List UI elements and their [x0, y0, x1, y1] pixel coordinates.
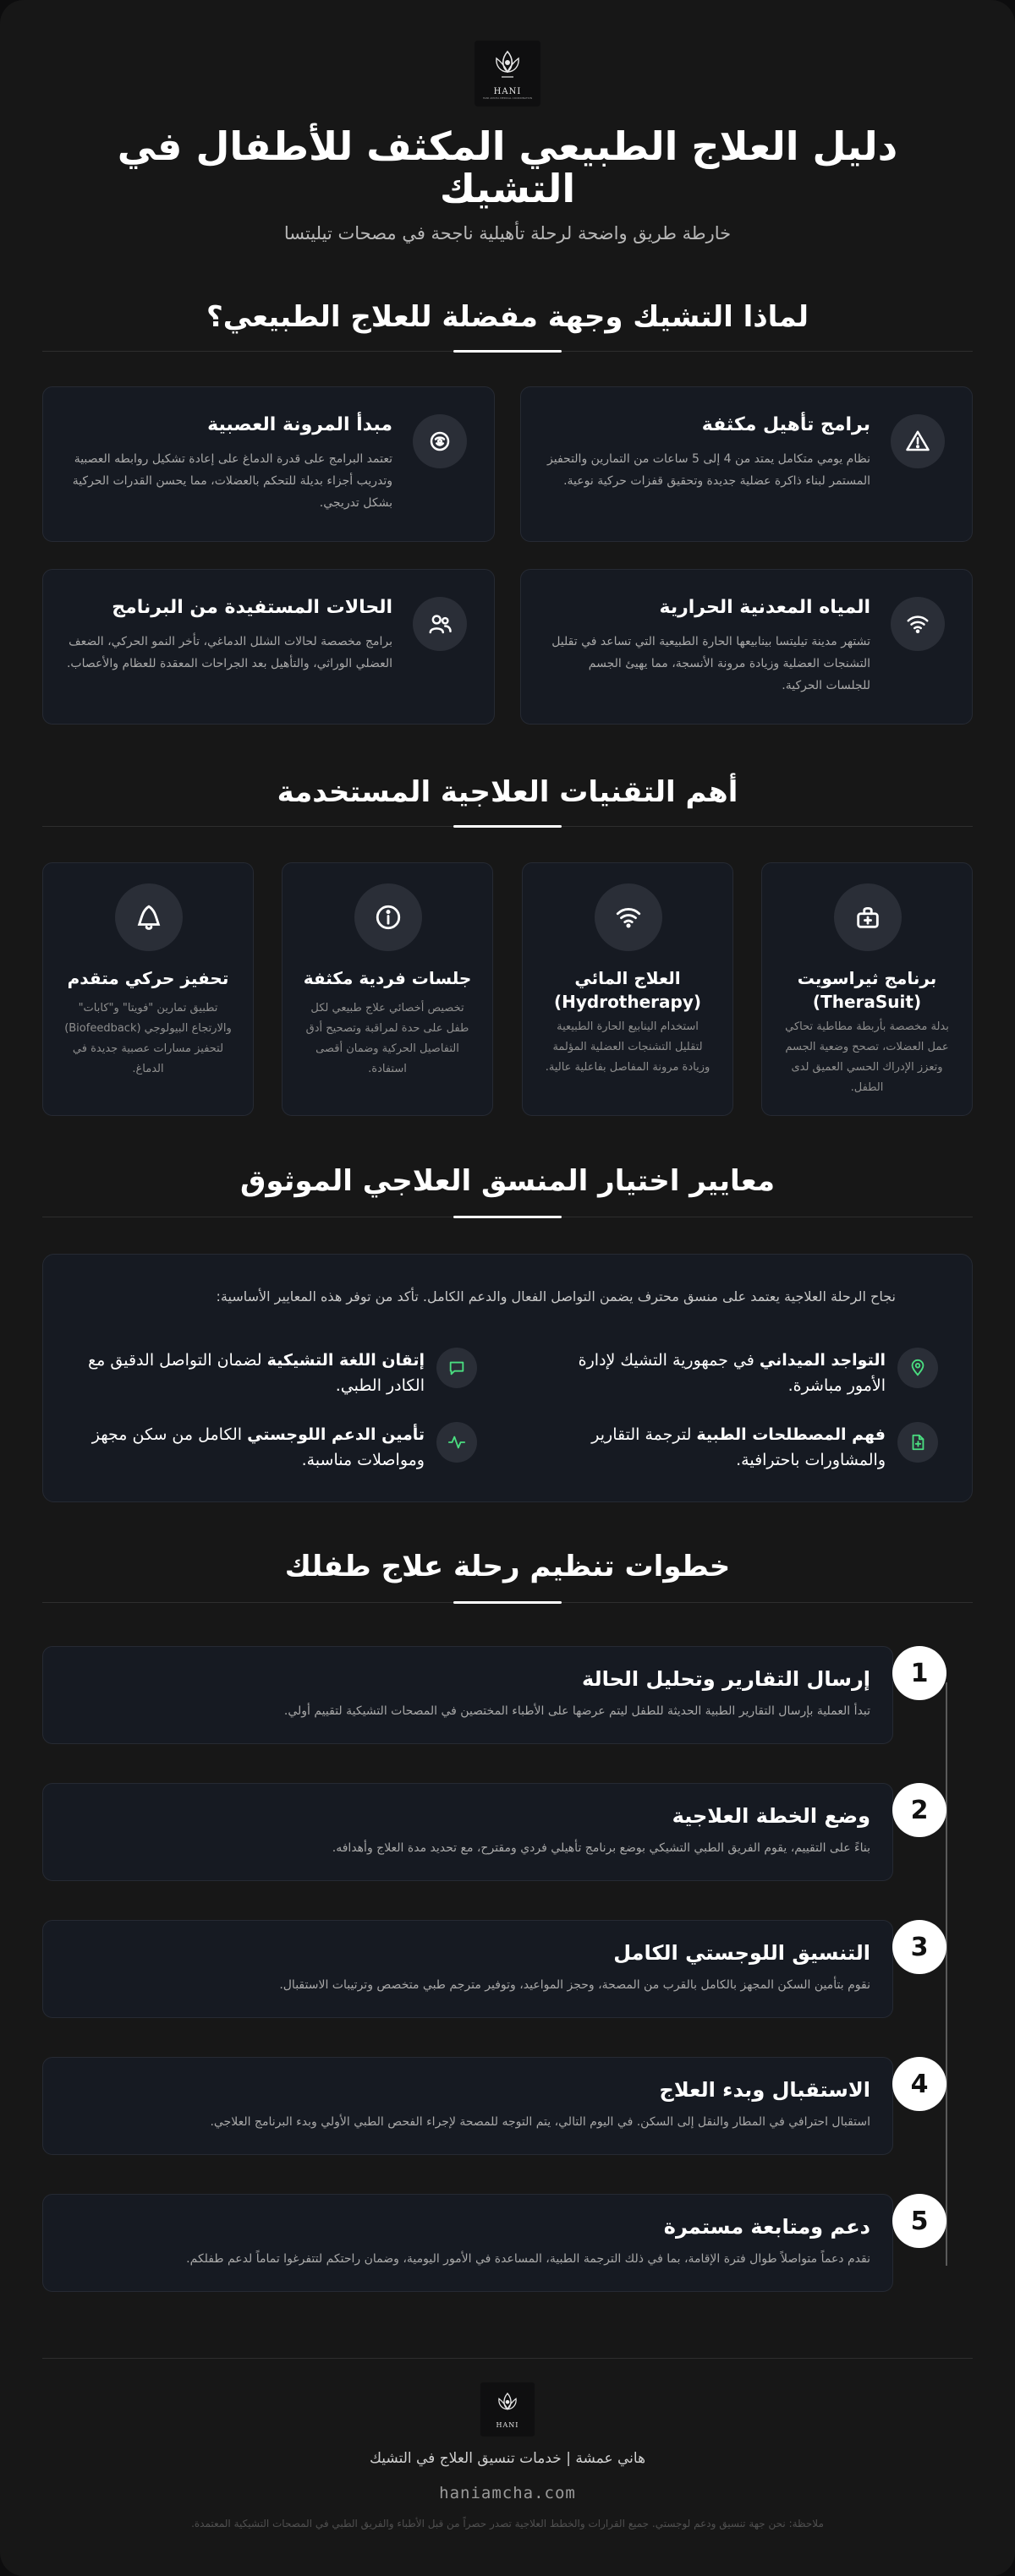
step-card-3: [42, 1920, 893, 2018]
users-icon: [413, 597, 467, 651]
feature-title: المياه المعدنية الحرارية: [659, 597, 870, 618]
step-number-2: 2: [892, 1783, 946, 1837]
criteria-text: فهم المصطلحات الطبية لترجمة التقارير والمشاورات باحترافية.: [591, 1425, 886, 1469]
step-card-2: [42, 1783, 893, 1881]
step-title: وضع الخطة العلاجية: [672, 1804, 870, 1828]
step-card-4: [42, 2057, 893, 2155]
footer-website-link[interactable]: haniamcha.com: [439, 2484, 576, 2502]
tech-card-hydrotherapy: [522, 862, 733, 1116]
criteria-intro: نجاح الرحلة العلاجية يعتمد على منسق محترف يضمن التواصل الفعال والدعم الكامل. تأكد من توفر هذه المعايير الأساسية:: [216, 1288, 896, 1304]
tech-section-title: أهم التقنيات العلاجية المستخدمة: [277, 775, 738, 809]
logo-text: HANI: [496, 2420, 519, 2429]
why-section-title: لماذا التشيك وجهة مفضلة للعلاج الطبيعي؟: [206, 300, 809, 334]
section-accent-bar: [453, 1216, 562, 1218]
feature-title: برامج تأهيل مكثفة: [701, 414, 870, 435]
lotus-logo-icon: [491, 48, 524, 85]
activity-icon: [436, 1422, 477, 1463]
step-text: نقدم دعماً متواصلاً طوال فترة الإقامة، بما في ذلك الترجمة الطبية، المساعدة في الأمور اليومية، وضمان راحتكم لتتفرغوا تماماً لدعم طفلكم.: [186, 2252, 870, 2266]
feature-card-neuroplasticity: [42, 386, 495, 542]
tech-text: تطبيق تمارين "فويتا" و"كابات" والارتجاع البيولوجي (Biofeedback) لتحفيز مسارات عصبية جديدة في الدماغ.: [64, 1002, 232, 1075]
feature-card-thermal-water: [520, 569, 973, 725]
footer-divider: [42, 2358, 973, 2359]
tech-title: برنامج ثيراسويت (TheraSuit): [797, 968, 937, 1012]
steps-timeline-line: [946, 1682, 947, 2266]
feature-title: الحالات المستفيدة من البرنامج: [112, 597, 392, 618]
step-text: بناءً على التقييم، يقوم الفريق الطبي التشيكي بوضع برنامج تأهيلي فردي ومقترح، مع تحديد مدة العلاج وأهدافه.: [332, 1841, 870, 1855]
step-number-3: 3: [892, 1920, 946, 1974]
step-card-1: [42, 1646, 893, 1744]
tech-card-individual-sessions: [282, 862, 493, 1116]
step-number-1: 1: [892, 1646, 946, 1700]
footer-disclaimer: ملاحظة: نحن جهة تنسيق ودعم لوجستي. جميع القرارات والخطط العلاجية تصدر حصراً من قبل الأطباء والفريق الطبي في المصحات التشيكية المعتمدة.: [191, 2518, 824, 2530]
info-icon: [354, 883, 422, 951]
feature-text: نظام يومي متكامل يمتد من 4 إلى 5 ساعات من التمارين والتحفيز المستمر لبناء ذاكرة عضلية جديدة وتحقيق قفزات حركية نوعية.: [547, 452, 870, 488]
section-accent-bar: [453, 825, 562, 828]
section-accent-bar: [453, 350, 562, 353]
criteria-text: تأمين الدعم اللوجستي الكامل من سكن مجهز ومواصلات مناسبة.: [91, 1425, 425, 1469]
tech-title: تحفيز حركي متقدم: [67, 968, 229, 988]
feature-text: تعتمد البرامج على قدرة الدماغ على إعادة تشكيل روابطه العصبية وتدريب أجزاء بديلة للتحكم بالعضلات، مما يحسن القدرات الحركية بشكل تدريجي.: [72, 452, 392, 510]
tech-text: استخدام الينابيع الحارة الطبيعية لتقليل التشنجات العضلية المؤلمة وزيادة مرونة المفاصل بفاعلية عالية.: [545, 1020, 710, 1074]
step-title: التنسيق اللوجستي الكامل: [613, 1941, 870, 1965]
feature-text: برامج مخصصة لحالات الشلل الدماغي، تأخر النمو الحركي، الضعف العضلي الوراثي، والتأهيل بعد الجراحات المعقدة للعظام والأعصاب.: [66, 635, 392, 670]
tech-card-therasuit: [761, 862, 973, 1116]
tech-title: العلاج المائي (Hydrotherapy): [553, 968, 702, 1012]
step-title: الاستقبال وبدء العلاج: [659, 2078, 870, 2102]
tech-text: تخصيص أخصائي علاج طبيعي لكل طفل على حدة لمراقبة وتصحيح أدق التفاصيل الحركية وضمان أقصى استفادة.: [305, 1002, 469, 1075]
medkit-icon: [834, 883, 902, 951]
tech-text: بدلة مخصصة بأربطة مطاطية تحاكي عمل العضلات، تصحح وضعية الجسم وتعزز الإدراك الحسي العميق لدى الطفل.: [785, 1020, 949, 1094]
step-title: إرسال التقارير وتحليل الحالة: [582, 1667, 870, 1691]
step-number-5: 5: [892, 2194, 946, 2248]
criteria-text: التواجد الميداني في جمهورية التشيك لإدارة الأمور مباشرة.: [578, 1351, 886, 1395]
page-title: دليل العلاج الطبيعي المكثف للأطفال في التشيك: [117, 123, 898, 211]
chat-icon: [436, 1348, 477, 1388]
tech-title: جلسات فردية مكثفة: [303, 968, 472, 988]
wifi-icon: [891, 597, 945, 651]
brand-logo: [475, 41, 540, 107]
step-text: نقوم بتأمين السكن المجهز بالكامل بالقرب من المصحة، وحجز المواعيد، وتوفير مترجم طبي متخصص وترتيبات الاستقبال.: [279, 1978, 870, 1992]
file-plus-icon: [897, 1422, 938, 1463]
step-number-4: 4: [892, 2057, 946, 2111]
tech-card-motor-stimulation: [42, 862, 254, 1116]
bell-icon: [115, 883, 183, 951]
logo-text: HANI: [493, 86, 522, 96]
lotus-logo-icon: [495, 2391, 520, 2420]
criteria-section-title: معايير اختيار المنسق العلاجي الموثوق: [239, 1164, 776, 1198]
criteria-text: إتقان اللغة التشيكية لضمان التواصل الدقيق مع الكادر الطبي.: [88, 1351, 425, 1395]
feature-card-intensive: [520, 386, 973, 542]
step-card-5: [42, 2194, 893, 2292]
location-pin-icon: [897, 1348, 938, 1388]
step-text: استقبال احترافي في المطار والنقل إلى السكن. في اليوم التالي، يتم التوجه للمصحة لإجراء الفحص الطبي الأولي وبدء البرنامج العلاجي.: [210, 2115, 870, 2129]
warning-icon: [891, 414, 945, 468]
steps-section-title: خطوات تنظيم رحلة علاج طفلك: [284, 1550, 731, 1583]
footer-logo: [480, 2382, 535, 2437]
footer-name: هاني عمشة | خدمات تنسيق العلاج في التشيك: [369, 2450, 646, 2467]
page-subtitle: خارطة طريق واضحة لرحلة تأهيلية ناجحة في مصحات تيليتسا: [283, 223, 732, 243]
step-title: دعم ومتابعة مستمرة: [663, 2215, 870, 2239]
feature-card-eligible-cases: [42, 569, 495, 725]
logo-subtext: HANI AMCHA MEDICAL COORDINATION: [482, 96, 533, 100]
brain-icon: [413, 414, 467, 468]
feature-title: مبدأ المرونة العصبية: [207, 414, 392, 435]
section-accent-bar: [453, 1601, 562, 1604]
step-text: تبدأ العملية بإرسال التقارير الطبية الحديثة للطفل ليتم عرضها على الأطباء المختصين في المصحات التشيكية لتقييم أولي.: [283, 1704, 870, 1718]
water-wifi-icon: [595, 883, 662, 951]
criteria-box: [42, 1254, 973, 1502]
feature-text: تشتهر مدينة تيليتسا بينابيعها الحارة الطبيعية التي تساعد في تقليل التشنجات العضلية وزيادة مرونة الأنسجة، مما يهيئ الجسم للجلسات الحركية.: [551, 635, 870, 692]
